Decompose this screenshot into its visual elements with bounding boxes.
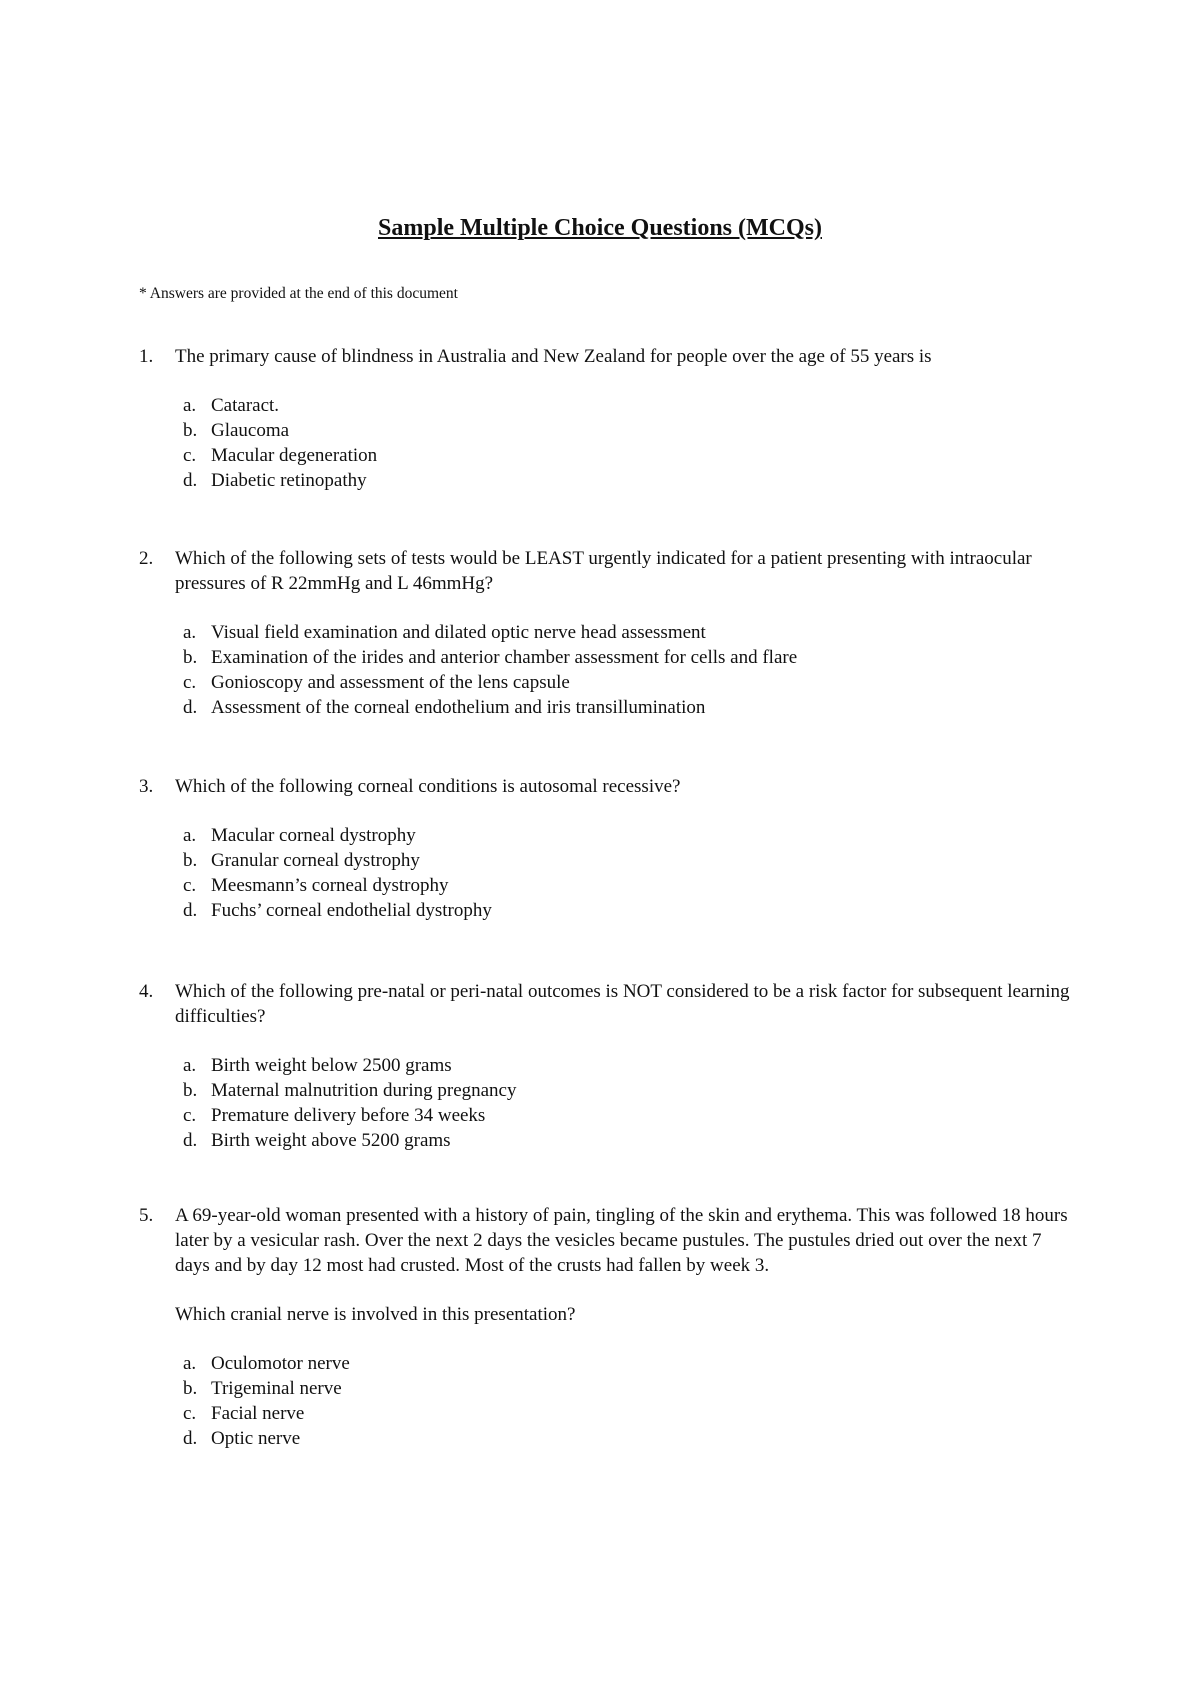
option-text: Facial nerve xyxy=(211,1403,305,1424)
question-stem xyxy=(139,344,1079,369)
option-list xyxy=(139,1351,1079,1451)
option-list xyxy=(139,620,1079,720)
option-text: Meesmann’s corneal dystrophy xyxy=(211,875,449,896)
option-letter: a. xyxy=(183,1055,197,1076)
option-letter: b. xyxy=(183,420,198,441)
question-stem xyxy=(139,774,1079,799)
option-text: Birth weight above 5200 grams xyxy=(211,1130,451,1151)
option-text: Oculomotor nerve xyxy=(211,1353,350,1374)
option-item xyxy=(183,1128,1079,1153)
option-letter: d. xyxy=(183,1130,198,1151)
option-item xyxy=(183,443,1079,468)
option-text: Diabetic retinopathy xyxy=(211,470,367,491)
option-item xyxy=(183,1376,1079,1401)
option-item xyxy=(183,823,1079,848)
question-number: 4. xyxy=(139,981,154,1002)
question-2 xyxy=(139,546,1079,720)
option-letter: a. xyxy=(183,395,197,416)
option-item xyxy=(183,1078,1079,1103)
option-item xyxy=(183,898,1079,923)
question-text: Which of the following pre-natal or peri-natal outcomes is NOT considered to be a risk factor for subsequent learning difficulties? xyxy=(175,981,1070,1027)
question-text: Which of the following corneal conditions is autosomal recessive? xyxy=(175,776,681,797)
option-text: Granular corneal dystrophy xyxy=(211,850,420,871)
option-letter: a. xyxy=(183,825,197,846)
option-letter: a. xyxy=(183,1353,197,1374)
option-text: Cataract. xyxy=(211,395,280,416)
option-text: Premature delivery before 34 weeks xyxy=(211,1105,486,1126)
option-text: Fuchs’ corneal endothelial dystrophy xyxy=(211,900,492,921)
question-stem xyxy=(139,1203,1079,1278)
option-list xyxy=(139,1053,1079,1153)
option-item xyxy=(183,468,1079,493)
option-letter: d. xyxy=(183,697,198,718)
option-letter: c. xyxy=(183,875,197,896)
option-text: Examination of the irides and anterior chamber assessment for cells and flare xyxy=(211,647,798,668)
question-followup: Which cranial nerve is involved in this presentation? xyxy=(175,1304,576,1325)
option-letter: c. xyxy=(183,1105,197,1126)
question-3 xyxy=(139,774,1079,923)
option-text: Glaucoma xyxy=(211,420,290,441)
option-item xyxy=(183,1053,1079,1078)
question-5 xyxy=(139,1203,1079,1451)
option-text: Trigeminal nerve xyxy=(211,1378,342,1399)
option-item xyxy=(183,418,1079,443)
option-text: Optic nerve xyxy=(211,1428,301,1449)
option-letter: b. xyxy=(183,850,198,871)
option-item xyxy=(183,1103,1079,1128)
option-letter: d. xyxy=(183,470,198,491)
question-text: The primary cause of blindness in Australia and New Zealand for people over the age of 55 years is xyxy=(175,346,932,367)
option-letter: b. xyxy=(183,1080,198,1101)
option-letter: c. xyxy=(183,672,197,693)
question-stem xyxy=(139,979,1079,1029)
option-letter: b. xyxy=(183,1378,198,1399)
option-item xyxy=(183,1351,1079,1376)
question-number: 1. xyxy=(139,346,154,367)
option-item xyxy=(183,848,1079,873)
question-1 xyxy=(139,344,1079,493)
answers-note: * Answers are provided at the end of this document xyxy=(139,285,458,302)
option-text: Visual field examination and dilated optic nerve head assessment xyxy=(211,622,706,643)
option-item xyxy=(183,1426,1079,1451)
option-text: Birth weight below 2500 grams xyxy=(211,1055,452,1076)
option-text: Gonioscopy and assessment of the lens capsule xyxy=(211,672,570,693)
option-text: Maternal malnutrition during pregnancy xyxy=(211,1080,517,1101)
option-item xyxy=(183,670,1079,695)
option-item xyxy=(183,695,1079,720)
option-text: Macular degeneration xyxy=(211,445,378,466)
option-letter: d. xyxy=(183,1428,198,1449)
option-text: Macular corneal dystrophy xyxy=(211,825,416,846)
question-number: 3. xyxy=(139,776,154,797)
option-item xyxy=(183,1401,1079,1426)
question-number: 5. xyxy=(139,1205,154,1226)
option-letter: c. xyxy=(183,445,197,466)
option-item xyxy=(183,620,1079,645)
question-4 xyxy=(139,979,1079,1153)
question-text: A 69-year-old woman presented with a history of pain, tingling of the skin and erythema. This was followed 18 hours later by a vesicular rash. Over the next 2 days the vesicles became pustules. The pustules dried out over the next 7 days and by day 12 most had crusted. Most of the crusts had fallen by week 3. xyxy=(175,1205,1068,1276)
option-letter: d. xyxy=(183,900,198,921)
option-list xyxy=(139,823,1079,923)
option-letter: a. xyxy=(183,622,197,643)
question-text: Which of the following sets of tests would be LEAST urgently indicated for a patient presenting with intraocular pressures of R 22mmHg and L 46mmHg? xyxy=(175,548,1032,594)
option-item xyxy=(183,393,1079,418)
page-title: Sample Multiple Choice Questions (MCQs) xyxy=(378,215,822,241)
option-item xyxy=(183,873,1079,898)
question-number: 2. xyxy=(139,548,154,569)
option-letter: b. xyxy=(183,647,198,668)
option-item xyxy=(183,645,1079,670)
option-letter: c. xyxy=(183,1403,197,1424)
question-stem xyxy=(139,546,1079,596)
option-text: Assessment of the corneal endothelium and iris transillumination xyxy=(211,697,706,718)
option-list xyxy=(139,393,1079,493)
